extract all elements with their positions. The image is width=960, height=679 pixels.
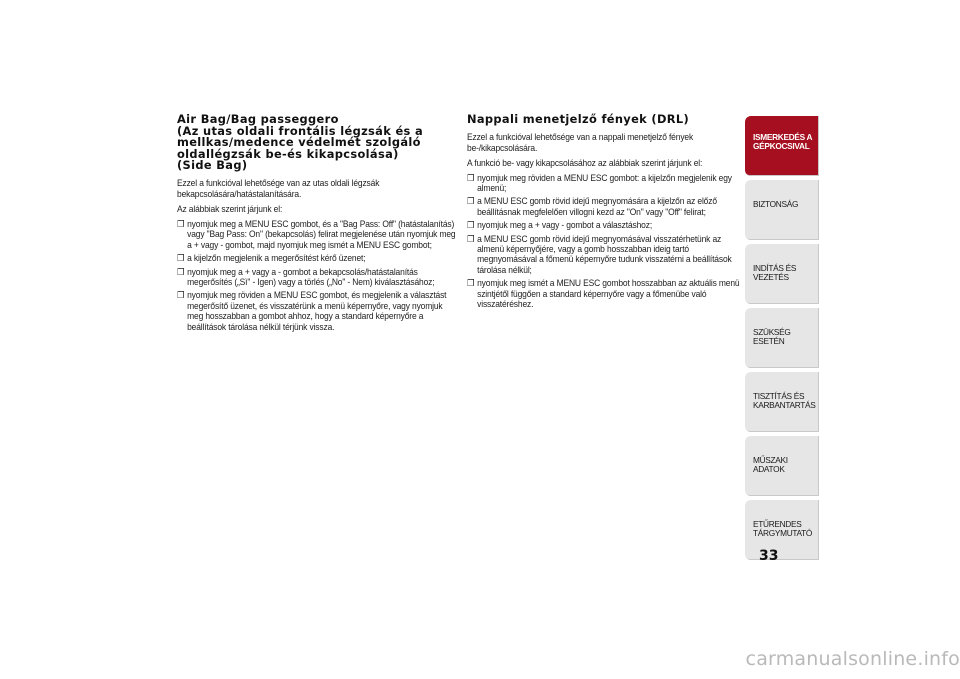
tab-ismerkedes[interactable]: ISMERKEDÉS A GÉPKOCSIVAL — [745, 116, 819, 176]
chapter-tabs — [745, 116, 819, 564]
left-heading-line: mellkas/medence védelmét szolgáló — [177, 135, 421, 150]
list-item: ❒ nyomjuk meg a + vagy a - gombot a bekapcsolás/hatástalanítás megerősítés („Sì" - Igen) vagy a törlés („No" - Nem) kiválasztásához; — [177, 266, 435, 287]
list-item: ❒ nyomjuk meg röviden a MENU ESC gombot: a kijelzőn megjelenik egy almenü; — [467, 172, 732, 193]
left-intro-paragraph: Ezzel a funkcióval lehetősége van az utas oldali légzsák bekapcsolására/hatástalanítására. — [177, 177, 380, 199]
watermark: carmanualsonline.info — [745, 648, 960, 670]
left-bullet-list — [177, 218, 456, 332]
left-heading-line: (Az utas oldali frontális légzsák és a — [177, 123, 424, 138]
tab-targymutato[interactable]: ETŰRENDES TÁRGYMUTATÓ — [745, 500, 819, 560]
checkbox-bullet-icon: ❒ — [467, 233, 475, 244]
checkbox-bullet-icon: ❒ — [177, 253, 185, 264]
left-column — [177, 112, 456, 335]
left-heading-line: oldallégzsák be-és kikapcsolása) — [177, 146, 399, 161]
list-item: ❒ nyomjuk meg ismét a MENU ESC gombot hosszabban az aktuális menü szintjétől függően a standard képernyőre vagy a főmenübe való visszatéréshez. — [467, 278, 740, 310]
page-number: 33 — [759, 548, 779, 564]
tab-biztonsag[interactable]: BIZTONSÁG — [745, 180, 819, 240]
left-heading-line: Air Bag/Bag passeggero — [177, 112, 339, 126]
checkbox-bullet-icon: ❒ — [467, 278, 475, 289]
right-bullet-list — [467, 173, 739, 310]
list-item: ❒ a MENU ESC gomb rövid idejű megnyomására a kijelzőn az előző beállításnak megfelelően villogni kezd az "On" vagy "Off" felirat; — [467, 196, 717, 217]
left-heading-line: (Side Bag) — [177, 158, 248, 173]
right-instruction-paragraph: A funkció be- vagy kikapcsolásához az alábbiak szerint járjunk el: — [467, 157, 703, 168]
tab-szukseg[interactable]: SZÜKSÉG ESETÉN — [745, 308, 819, 368]
checkbox-bullet-icon: ❒ — [177, 218, 185, 229]
list-item: ❒ nyomjuk meg a MENU ESC gombot, és a "Bag Pass: Off" (hatástalanítás) vagy "Bag Pass: On" (bekapcsolás) felirat megjelenése után nyomjuk meg a + vagy - gombot, majd nyomjuk meg ismét a MENU ESC gombot; — [177, 218, 456, 250]
list-item: ❒ nyomjuk meg a + vagy - gombot a választáshoz; — [467, 220, 653, 231]
left-instruction-paragraph: Az alábbiak szerint járjunk el: — [177, 203, 283, 214]
right-intro-paragraph: Ezzel a funkcióval lehetősége van a nappali menetjelző fények be-/kikapcsolására. — [467, 131, 694, 153]
checkbox-bullet-icon: ❒ — [177, 290, 185, 301]
list-item: ❒ a MENU ESC gomb rövid idejű megnyomásával visszatérhetünk az almenü képernyőjére, vagy a gomb hosszabban ideig tartó megnyomásával a főmenü képernyőre tudunk visszatérni a beállítások tárolása nélkül; — [467, 233, 732, 275]
checkbox-bullet-icon: ❒ — [467, 196, 475, 207]
list-item: ❒ nyomjuk meg röviden a MENU ESC gombot, és megjelenik a választást megerősítő üzenet, és visszatérünk a menü képernyőre, vagy nyomjuk meg hosszabban a gombot ahhoz, hogy a standard képernyőre a beállítások tárolása nélkül térjünk vissza. — [177, 290, 447, 332]
right-column — [467, 114, 739, 312]
right-section-heading: Nappali menetjelző fények (DRL) — [467, 112, 690, 126]
tab-muszaki[interactable]: MŰSZAKI ADATOK — [745, 436, 819, 496]
checkbox-bullet-icon: ❒ — [467, 220, 475, 231]
list-item: ❒ a kijelzőn megjelenik a megerősítést kérő üzenet; — [177, 253, 366, 264]
left-section-heading — [177, 114, 449, 172]
checkbox-bullet-icon: ❒ — [467, 172, 475, 183]
tab-tisztitas[interactable]: TISZTÍTÁS ÉS KARBANTARTÁS — [745, 372, 819, 432]
tab-inditas[interactable]: INDÍTÁS ÉS VEZETÉS — [745, 244, 819, 304]
checkbox-bullet-icon: ❒ — [177, 266, 185, 277]
